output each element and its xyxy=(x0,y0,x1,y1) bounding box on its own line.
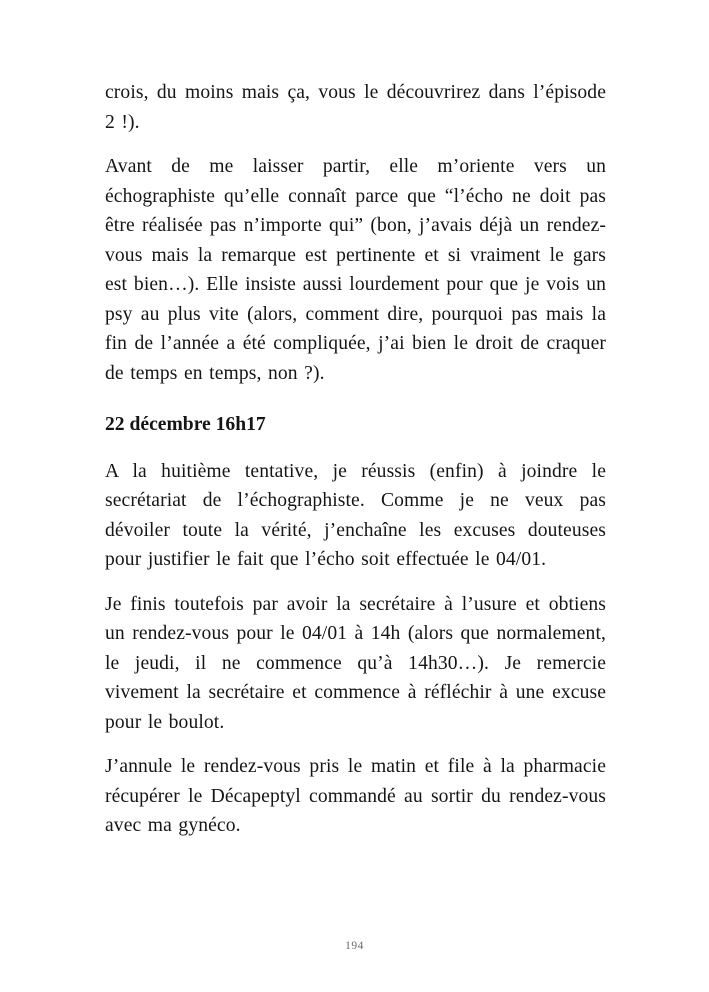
section-heading-date: 22 décembre 16h17 xyxy=(105,414,266,435)
paragraph-continuation: crois, du moins mais ça, vous le découvrirez dans l’épisode 2 !). xyxy=(105,82,606,133)
paragraph-avant-de-partir: Avant de me laisser partir, elle m’oriente vers un échographiste qu’elle connaît parce que “l’écho ne doit pas être réalisée pas n’importe qui” (bon, j’avais déjà un rendez-vous mais la remarque est pertinente et si vraiment le gars est bien…). Elle insiste aussi lourdement pour que je vois un psy au plus vite (alors, comment dire, pourquoi pas mais la fin de l’année a été compliquée, j’ai bien le droit de craquer de temps en temps, non ?). xyxy=(105,156,606,384)
paragraph-je-finis: Je finis toutefois par avoir la secrétaire à l’usure et obtiens un rendez-vous pour le 04/01 à 14h (alors que normalement, le jeudi, il ne commence qu’à 14h30…). Je remercie vivement la secrétaire et commence à réfléchir à une excuse pour le boulot. xyxy=(105,593,606,733)
page-number: 194 xyxy=(345,940,364,952)
page-footer xyxy=(0,936,709,954)
page-text-block xyxy=(105,78,606,856)
paragraph-huitieme-tentative: A la huitième tentative, je réussis (enfin) à joindre le secrétariat de l’échographiste. Comme je ne veux pas dévoiler toute la vérité, j’enchaîne les excuses douteuses pour justifier le fait que l’écho soit effectuée le 04/01. xyxy=(105,460,606,570)
paragraph-annule-rendezvous: J’annule le rendez-vous pris le matin et file à la pharmacie récupérer le Décapeptyl commandé au sortir du rendez-vous avec ma gynéco. xyxy=(105,756,606,836)
